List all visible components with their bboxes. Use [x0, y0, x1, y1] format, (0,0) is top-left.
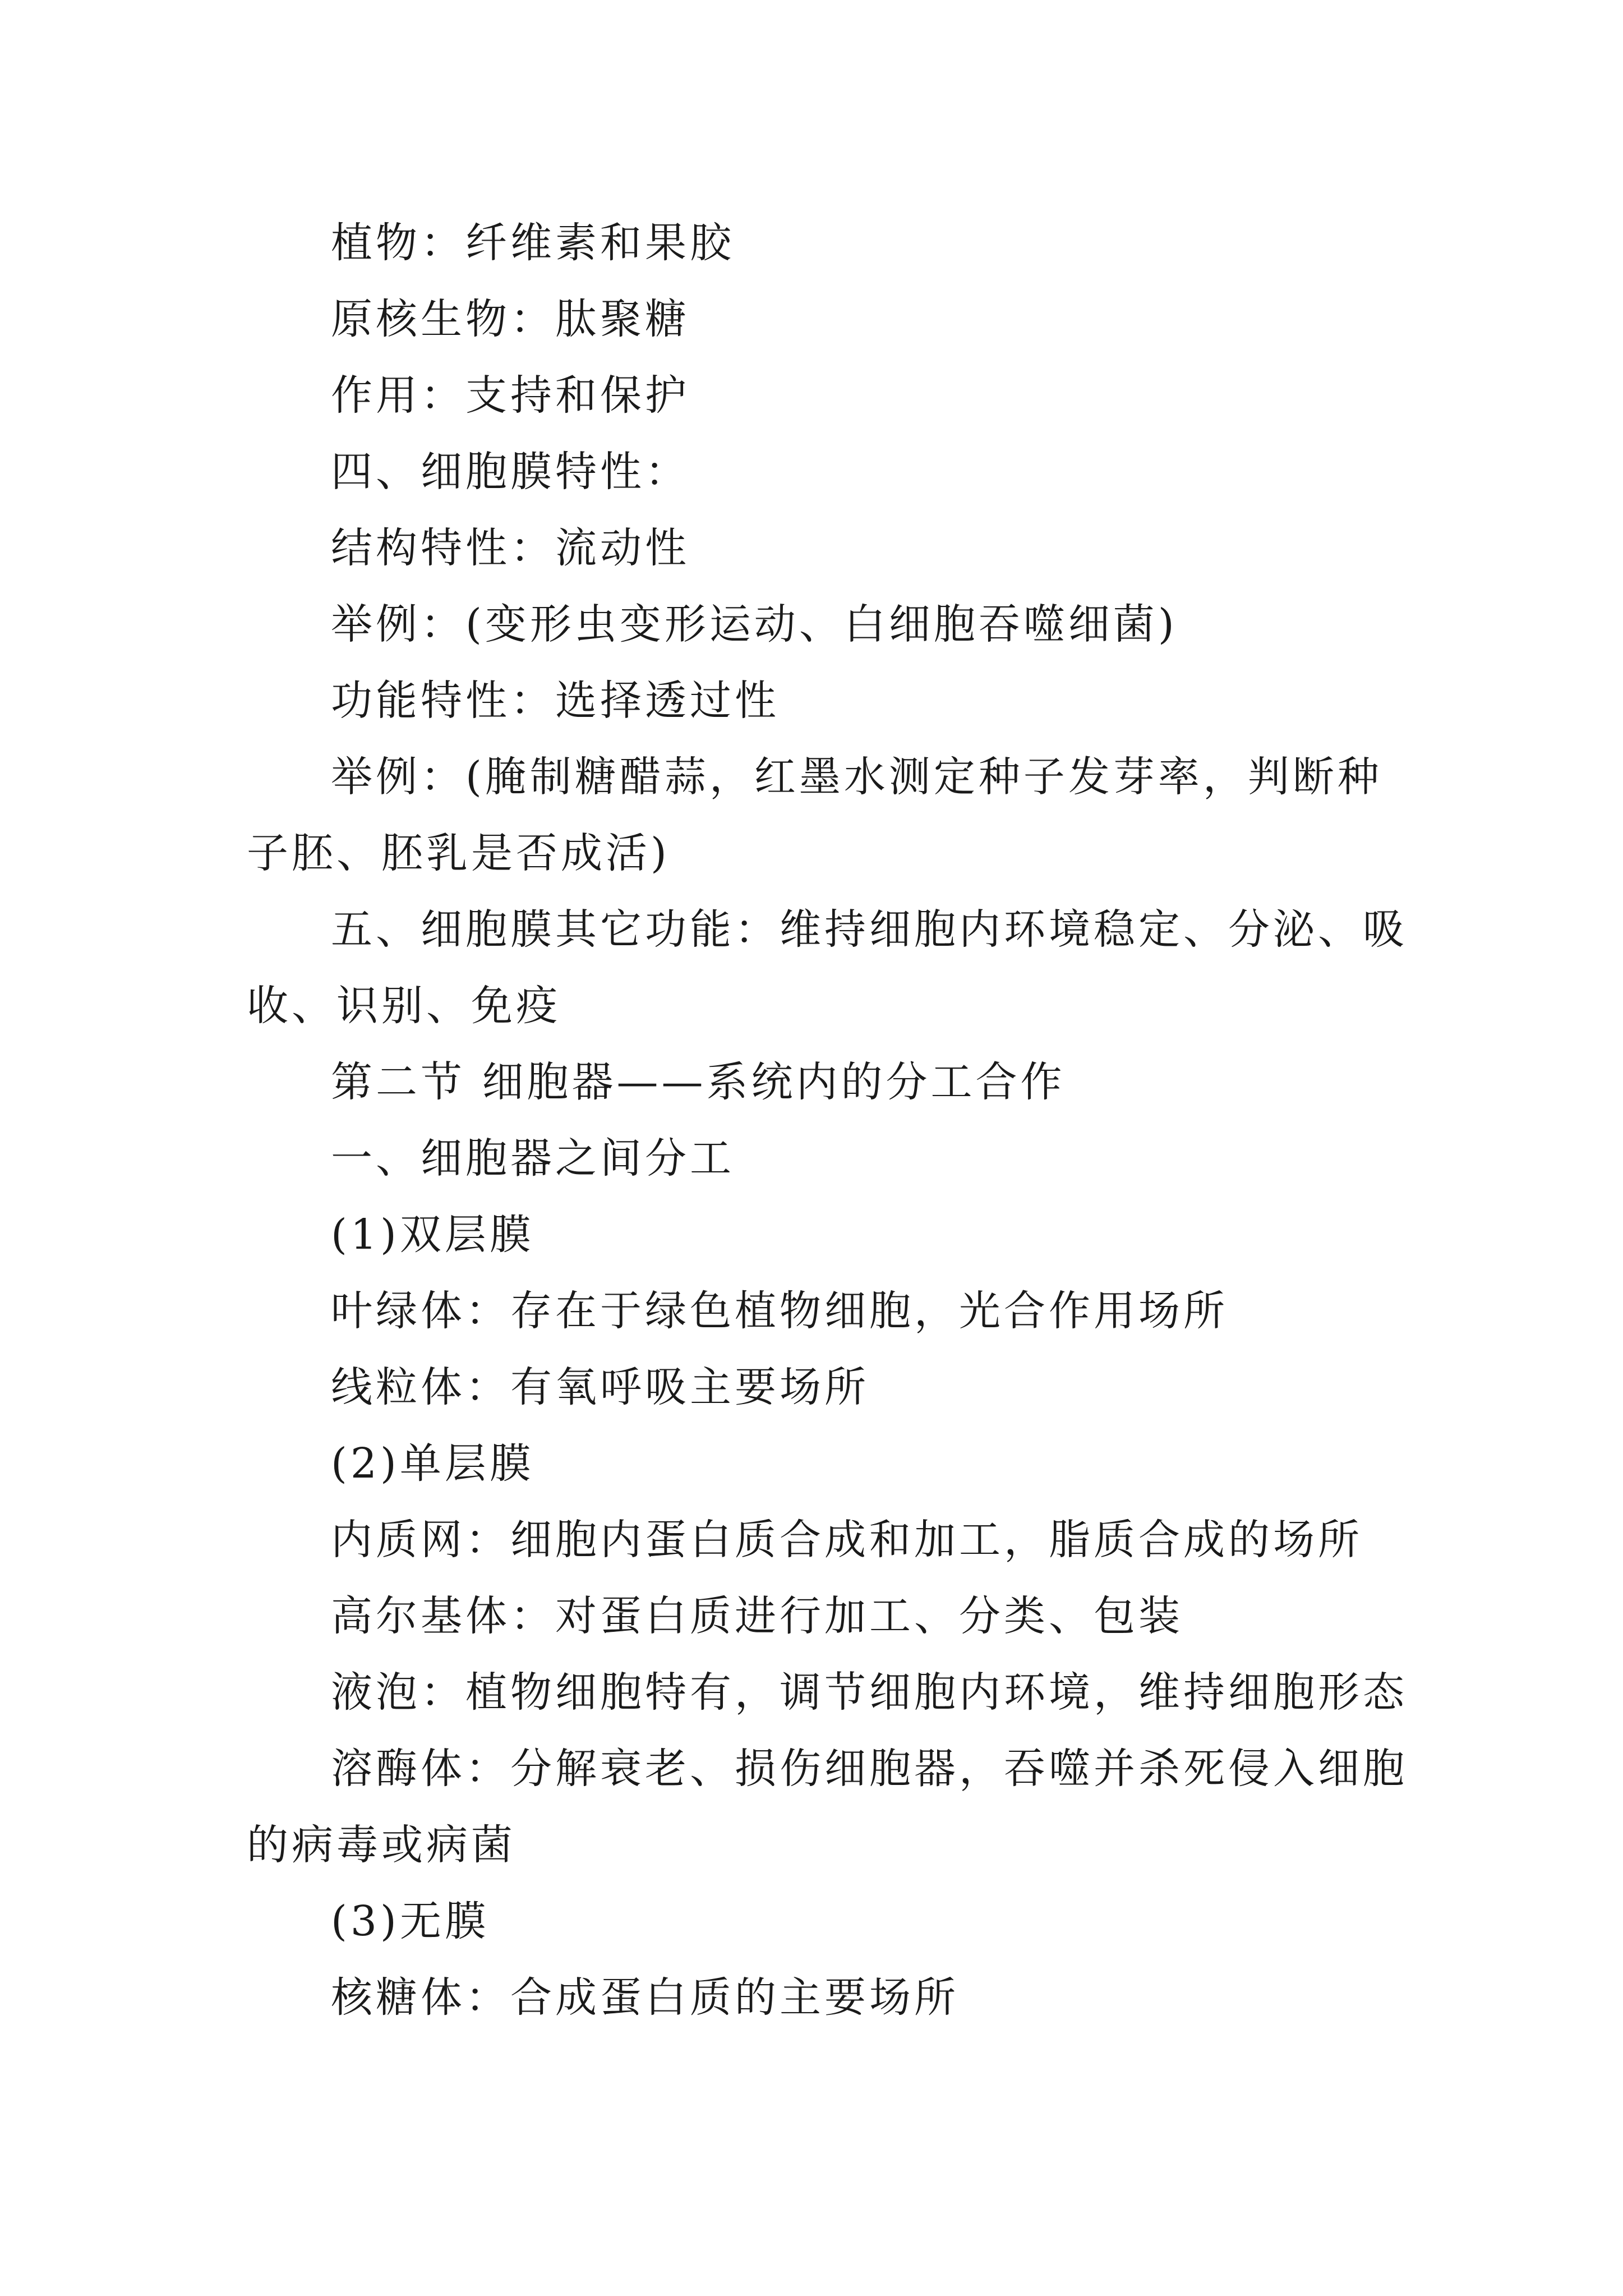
- text-line: 溶酶体：分解衰老、损伤细胞器，吞噬并杀死侵入细胞: [331, 1745, 1408, 1793]
- text-line: 植物：纤维素和果胶: [331, 219, 735, 267]
- text-line: 液泡：植物细胞特有，调节细胞内环境，维持细胞形态: [331, 1668, 1408, 1717]
- text-line: 举例：(变形虫变形运动、白细胞吞噬细菌): [331, 600, 1178, 648]
- section-heading: 四、细胞膜特性：: [331, 448, 690, 496]
- text-line: 内质网：细胞内蛋白质合成和加工，脂质合成的场所: [331, 1516, 1363, 1564]
- document-page: [247, 205, 1408, 2036]
- text-line: 举例：(腌制糖醋蒜，红墨水测定种子发芽率，判断种: [331, 753, 1382, 801]
- text-line: 功能特性：选择透过性: [331, 677, 780, 725]
- subsection-heading: (3)无膜: [331, 1897, 490, 1945]
- chapter-heading: 第二节 细胞器——系统内的分工合作: [331, 1058, 1066, 1106]
- subsection-heading: (2)单层膜: [331, 1439, 534, 1488]
- text-line: 线粒体：有氧呼吸主要场所: [331, 1363, 869, 1411]
- subsection-heading: (1)双层膜: [331, 1211, 534, 1259]
- section-heading: 五、细胞膜其它功能：维持细胞内环境稳定、分泌、吸: [331, 905, 1408, 954]
- text-line: 原核生物：肽聚糖: [331, 295, 690, 343]
- text-line: 结构特性：流动性: [331, 524, 690, 572]
- text-line: 核糖体：合成蛋白质的主要场所: [331, 1973, 959, 2022]
- text-line-continuation: 子胚、胚乳是否成活): [247, 829, 670, 877]
- text-line: 作用：支持和保护: [331, 371, 690, 420]
- text-line: 叶绿体：存在于绿色植物细胞，光合作用场所: [331, 1287, 1228, 1335]
- text-line-continuation: 的病毒或病菌: [247, 1821, 516, 1869]
- text-line: 高尔基体：对蛋白质进行加工、分类、包装: [331, 1592, 1183, 1640]
- section-heading: 一、细胞器之间分工: [331, 1134, 735, 1182]
- text-line-continuation: 收、识别、免疫: [247, 982, 561, 1030]
